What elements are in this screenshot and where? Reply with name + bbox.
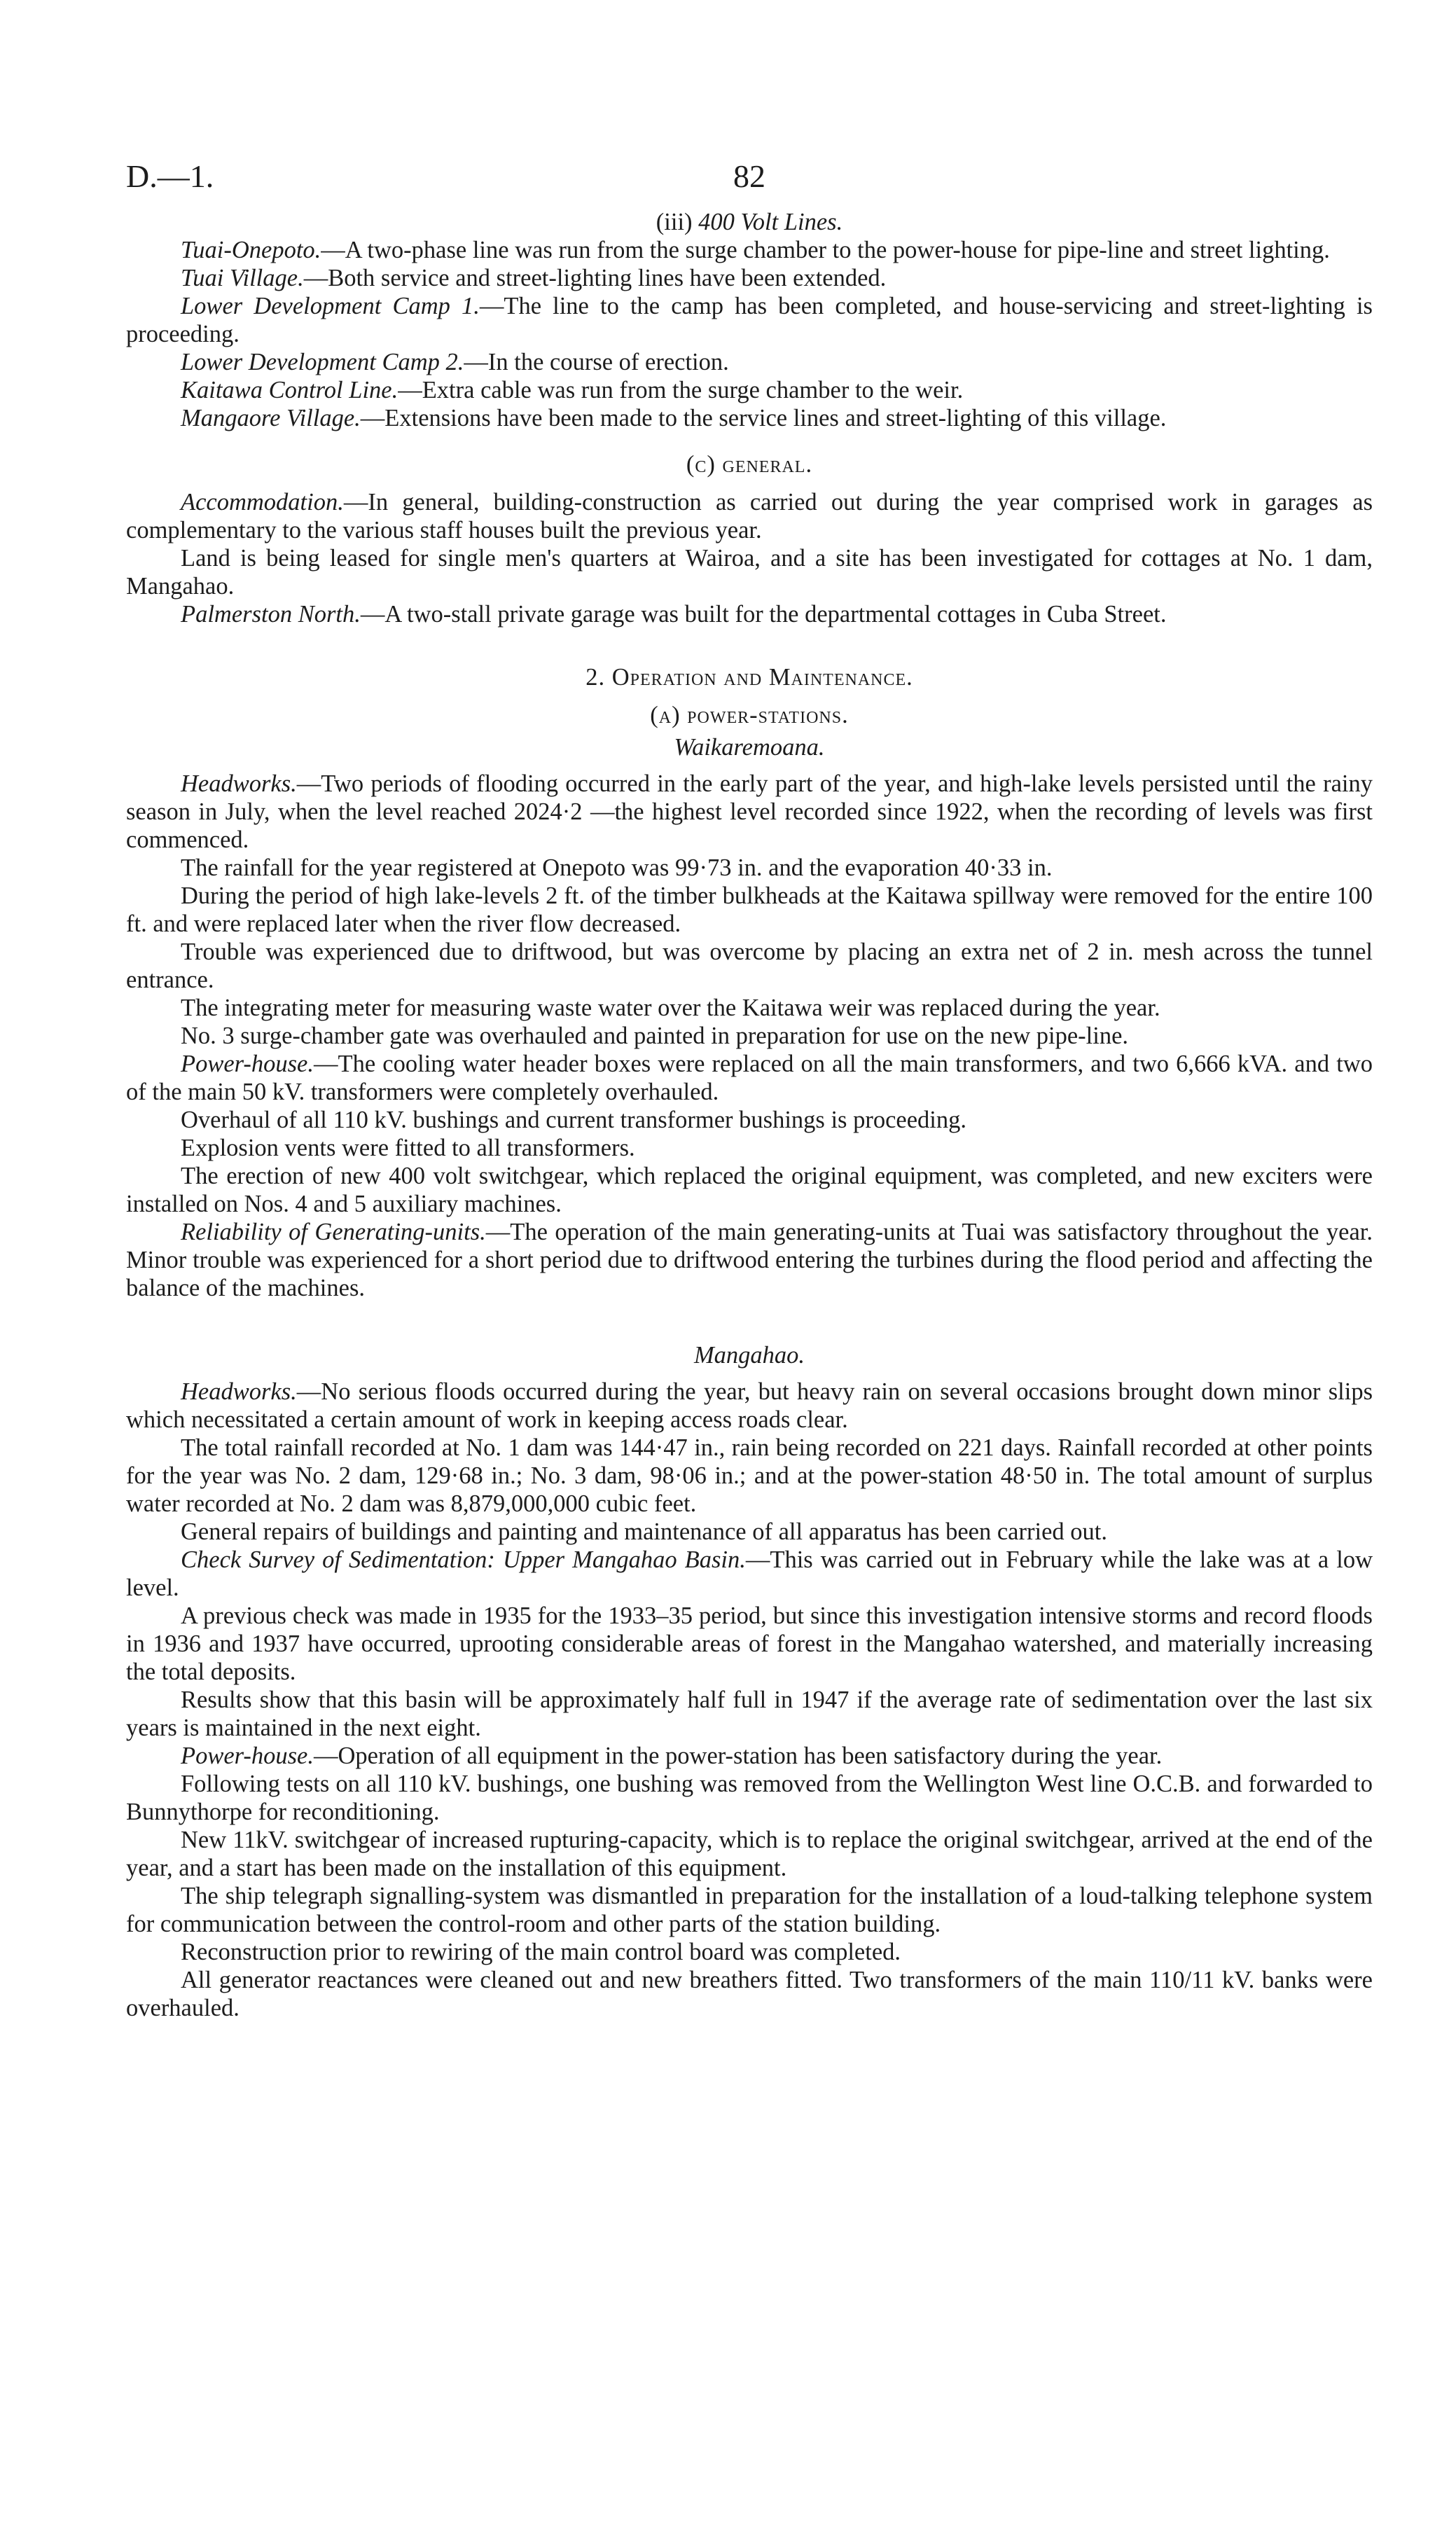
paragraph-general-repairs: General repairs of buildings and painting and maintenance of all apparatus has been carried out. bbox=[181, 1518, 1107, 1545]
document-page bbox=[126, 151, 1373, 2022]
paragraph-accommodation: Accommodation.—In general, building-construction as carried out during the year comprised work in garages as complementary to the various staff houses built the previous year. bbox=[126, 489, 1373, 543]
paragraph-tuai-village: Tuai Village.—Both service and street-lighting lines have been extended. bbox=[181, 265, 887, 291]
paragraph-lower-camp-1: Lower Development Camp 1.—The line to the camp has been completed, and house-servicing and street-lighting is proceeding. bbox=[126, 293, 1373, 347]
paragraph-reliability: Reliability of Generating-units.—The operation of the main generating-units at Tuai was satisfactory throughout the year. Minor trouble was experienced for a short period due to driftwood entering the turbines during the flood period and affecting the balance of the machines. bbox=[126, 1219, 1373, 1301]
paragraph-new-switchgear: New 11kV. switchgear of increased rupturing-capacity, which is to replace the original switchgear, arrived at the end of the year, and a start has been made on the installation of this equipment. bbox=[126, 1827, 1373, 1881]
paragraph-headworks: Headworks.—Two periods of flooding occurred in the early part of the year, and high-lake levels persisted until the rainy season in July, when the level reached 2024·2 —the highest level recorded since 1922, when the recording of levels was first commenced. bbox=[126, 770, 1373, 853]
paragraph-mangahao-headworks: Headworks.—No serious floods occurred during the year, but heavy rain on several occasions brought down minor slips which necessitated a certain amount of work in keeping access roads clear. bbox=[126, 1378, 1373, 1433]
paragraph-integrating-meter: The integrating meter for measuring waste water over the Kaitawa weir was replaced during the year. bbox=[181, 995, 1160, 1021]
paragraph-mangahao-power-house: Power-house.—Operation of all equipment in the power-station has been satisfactory during the year. bbox=[181, 1743, 1163, 1769]
section-heading-400-volt-lines bbox=[126, 208, 1373, 236]
page-header bbox=[126, 151, 1373, 208]
paragraph-kaitawa-control-line: Kaitawa Control Line.—Extra cable was run from the surge chamber to the weir. bbox=[181, 377, 964, 403]
paragraph-explosion-vents: Explosion vents were fitted to all transformers. bbox=[181, 1135, 635, 1161]
page-number: 82 bbox=[733, 158, 765, 194]
paragraph-switchgear-erection: The erection of new 400 volt switchgear, which replaced the original equipment, was completed, and new exciters were installed on Nos. 4 and 5 auxiliary machines. bbox=[126, 1163, 1373, 1217]
paragraph-control-board: Reconstruction prior to rewiring of the main control board was completed. bbox=[181, 1939, 901, 1965]
paragraph-palmerston-north: Palmerston North.—A two-stall private garage was built for the departmental cottages in Cuba Street. bbox=[181, 601, 1167, 628]
section-number: (iii) bbox=[656, 209, 699, 235]
paragraph-previous-check: A previous check was made in 1935 for the 1933–35 period, but since this investigation intensive storms and record floods in 1936 and 1937 have occurred, uprooting considerable areas of forest in the Mangahao watershed, and materially increasing the total deposits. bbox=[126, 1602, 1373, 1685]
paragraph-surge-chamber-gate: No. 3 surge-chamber gate was overhauled and painted in preparation for use on the new pipe-line. bbox=[181, 1023, 1129, 1049]
paragraph-rainfall: The rainfall for the year registered at Onepoto was 99·73 in. and the evaporation 40·33 in. bbox=[181, 854, 1053, 881]
paragraph-mangaore-village: Mangaore Village.—Extensions have been made to the service lines and street-lighting of this village. bbox=[181, 405, 1167, 431]
paragraph-sedimentation-survey: Check Survey of Sedimentation: Upper Mangahao Basin.—This was carried out in February while the lake was at a low level. bbox=[126, 1546, 1373, 1601]
paragraph-tuai-onepoto: Tuai-Onepoto.—A two-phase line was run from the surge chamber to the power-house for pipe-line and street lighting. bbox=[181, 237, 1330, 263]
paragraph-bushing-tests: Following tests on all 110 kV. bushings, one bushing was removed from the Wellington West line O.C.B. and forwarded to Bunnythorpe for reconditioning. bbox=[126, 1771, 1373, 1825]
section-heading-general: (c) general. bbox=[686, 451, 813, 478]
paragraph-ship-telegraph: The ship telegraph signalling-system was dismantled in preparation for the installation of a loud-talking telephone system for communication between the control-room and other parts of the station building. bbox=[126, 1883, 1373, 1937]
paragraph-lower-camp-2: Lower Development Camp 2.—In the course of erection. bbox=[181, 349, 729, 375]
section-heading-operation-maintenance: 2. Operation and Maintenance. bbox=[585, 664, 913, 691]
paragraph-results: Results show that this basin will be approximately half full in 1947 if the average rate of sedimentation over the last six years is maintained in the next eight. bbox=[126, 1687, 1373, 1741]
station-heading-mangahao: Mangahao. bbox=[693, 1342, 805, 1369]
document-reference: D.—1. bbox=[126, 158, 214, 194]
paragraph-power-house: Power-house.—The cooling water header boxes were replaced on all the main transformers, and two 6,666 kVA. and two of the main 50 kV. transformers were completely overhauled. bbox=[126, 1051, 1373, 1105]
section-title: 400 Volt Lines. bbox=[698, 209, 843, 235]
station-heading-waikaremoana: Waikaremoana. bbox=[674, 734, 825, 761]
paragraph-mangahao-rainfall: The total rainfall recorded at No. 1 dam was 144·47 in., rain being recorded on 221 days. Rainfall recorded at other points for the year was No. 2 dam, 129·68 in.; No. 3 dam, 98·06 in.; and at the power-station 48·50 in. The total amount of surplus water recorded at No. 2 dam was 8,879,000,000 cubic feet. bbox=[126, 1434, 1373, 1517]
paragraph-bushings-overhaul: Overhaul of all 110 kV. bushings and current transformer bushings is proceeding. bbox=[181, 1107, 966, 1133]
section-spacer bbox=[126, 1302, 1373, 1341]
subsection-heading-power-stations: (a) power-stations. bbox=[650, 702, 849, 728]
paragraph-driftwood: Trouble was experienced due to driftwood, but was overcome by placing an extra net of 2 in. mesh across the tunnel entrance. bbox=[126, 939, 1373, 993]
paragraph-land-leased: Land is being leased for single men's quarters at Wairoa, and a site has been investigated for cottages at No. 1 dam, Mangahao. bbox=[126, 545, 1373, 600]
paragraph-generator-reactances: All generator reactances were cleaned out and new breathers fitted. Two transformers of the main 110/11 kV. banks were overhauled. bbox=[126, 1967, 1373, 2021]
paragraph-lake-levels: During the period of high lake-levels 2 ft. of the timber bulkheads at the Kaitawa spillway were removed for the entire 100 ft. and were replaced later when the river flow decreased. bbox=[126, 882, 1373, 937]
